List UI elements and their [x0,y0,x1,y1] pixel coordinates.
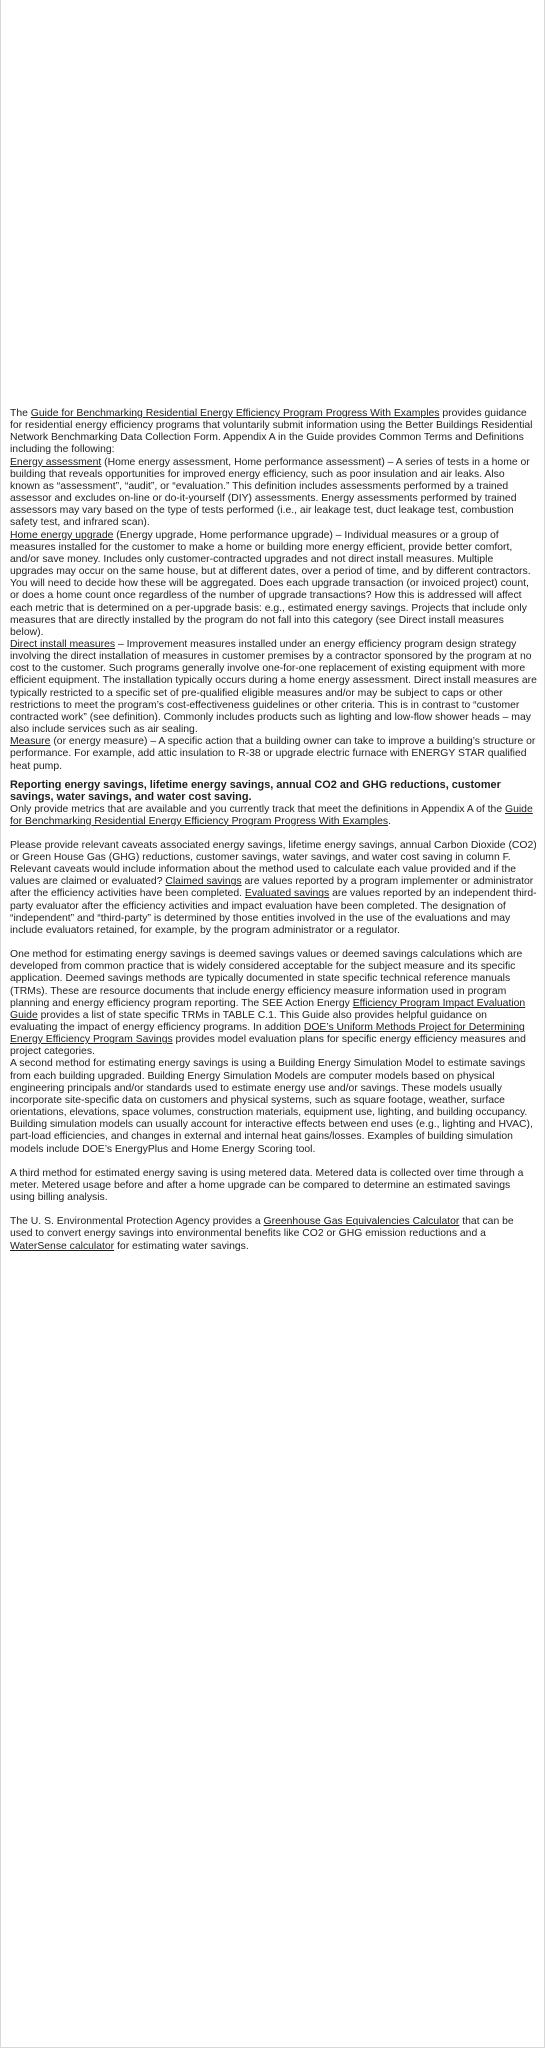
claimed-savings-term: Claimed savings [165,876,242,888]
intro-text: provides guidance for residential energy efficiency programs that voluntarily submit information using the Better Buildings Residential Network Benchmarking Data Collection Form. Appendix A in the Guide provides Common Terms and Definitions including the following: [10,408,533,456]
section-heading: Reporting energy savings, lifetime energy savings, annual CO2 and GHG reductions, customer savings, water savings, and water cost saving. [10,778,501,804]
simulation-model-paragraph: A second method for estimating energy savings is using a Building Energy Simulation Model to estimate savings from each building upgraded. Building Energy Simulation Models are computer models based on physical engineering principals and/or standards used to estimate energy use and/or savings. These models usually incorporate site-specific data on customers and physical systems, such as square footage, weather, surface orientations, elevations, space volumes, construction materials, equipment use, lighting, and building occupancy. Building simulation models can usually account for interactive effects between end uses (e.g., lighting and HVAC), part-load efficiencies, and changes in external and internal heat gains/losses. Examples of building simulation models include DOE’s EnergyPlus and Home Energy Scoring tool. [10,1058,533,1155]
deemed-savings-text: One method for estimating energy savings is deemed savings values or deemed savings calculations which are developed from common practice that is widely considered acceptable for the subject measure and its specific application. Deemed savings methods are typically documented in state specific technical reference manuals (TRMs). These are resource documents that include energy efficiency measure information used in program planning and energy efficiency program reporting. The SEE Action Energy [10,949,523,1009]
guide-link[interactable]: Guide for Benchmarking Residential Energy Efficiency Program Progress With Examples [30,408,440,419]
definition-energy-assessment [10,457,537,530]
intro-paragraph [10,408,537,457]
caveats-text: are values reported by a program implementer or administrator after the efficiency activities have been completed. [10,876,534,900]
epa-text: that can be used to convert energy savings into environmental benefits like CO2 or GHG emission reductions and a [10,1216,514,1240]
metered-data-paragraph: A third method for estimated energy saving is using metered data. Metered data is collected over time through a meter. Metered usage before and after a home upgrade can be compared to determine an estimated savings using billing analysis. [10,1167,524,1204]
definition-text: (Home energy assessment, Home performance assessment) – A series of tests in a home or building that reveals opportunities for improved energy efficiency, such as poor insulation and air leaks. Also known as “assessment”, “audit”, or “evaluation.” This definition includes assessments performed by a trained assessor and excludes on-line or do-it-yourself (DIY) assessments. Energy assessments performed by trained assessors may vary based on the type of tests performed (i.e., air leakage test, duct leakage test, combustion safety test, and infrared scan). [10,456,530,529]
paragraph-gap [10,1204,537,1216]
deemed-savings-text: provides model evaluation plans for specific energy efficiency measures and project categories. [10,1034,526,1058]
definition-text: (or energy measure) – A specific action that a building owner can take to improve a building’s structure or performance. For example, add attic insulation to R-38 or upgrade electric furnace with ENERGY STAR qualified heat pump. [10,736,536,772]
metrics-text: . [388,815,391,827]
definition-home-energy-upgrade [10,530,537,639]
paragraph-gap [10,1156,537,1168]
definition-measure [10,736,537,772]
caveats-text: Please provide relevant caveats associated energy savings, lifetime energy savings, annual Carbon Dioxide (CO2) or Green House Gas (GHG) reductions, customer savings, water savings, and water cost saving in column F. Relevant caveats would include information about the method used to calculate each value provided and if the values are claimed or evaluated? [10,839,537,888]
ghg-equivalencies-calculator-link[interactable]: Greenhouse Gas Equivalencies Calculator [263,1216,460,1228]
epa-calculators-paragraph [10,1216,537,1252]
caveats-text: are values reported by an independent third-party evaluator after the efficiency activities and impact evaluation have been completed. The designation of “independent” and “third-party” is determined by those entities involved in the use of the evaluations and may include evaluators retained, for example, by the program administrator or a regulator. [10,888,537,936]
epa-text: for estimating water savings. [114,1240,249,1252]
definition-term: Home energy upgrade [10,529,114,541]
document-content [10,408,537,1253]
definition-term: Measure [10,736,51,748]
definition-direct-install-measures [10,639,537,736]
watersense-calculator-link[interactable]: WaterSense calculator [10,1240,115,1252]
impact-evaluation-guide-link[interactable]: Efficiency Program Impact Evaluation Guide [10,997,526,1021]
definition-text: – Improvement measures installed under an energy efficiency program design strategy involving the direct installation of measures in customer premises by a contractor sponsored by the program at no cost to the customer. Such programs generally involve one-for-one replacement of existing equipment with more efficient equipment. The installation typically occurs during a home energy assessment. Direct install measures are typically restricted to a specific set of pre-qualified eligible measures and/or may be subject to caps or other restrictions to meet the program’s cost-effectiveness guidelines or other criteria. This is in contrast to “customer contracted work” (see definition). Commonly includes products such as lighting and low-flow shower heads – may also include services such as air sealing. [10,638,537,736]
definition-text: (Energy upgrade, Home performance upgrade) – Individual measures or a group of measures installed for the customer to make a home or building more energy efficient, provide better comfort, and/or save money. Includes only customer-contracted upgrades and not direct install measures. Multiple upgrades may occur on the same house, but at different dates, over a period of time, and by different contractors. You will need to decide how these will be aggregated. Does each upgrade transaction (or invoiced project) count, or does a home count once regardless of the number of upgrade transactions? How this is addressed will affect each metric that is determined on a per-upgrade basis: e.g., estimated energy savings. Projects that include only measures that are directly installed by the program do not fall into this category (see Direct install measures below). [10,529,531,638]
guide-link-appendix[interactable]: Guide for Benchmarking Residential Energy Efficiency Program Progress With Examples [10,803,533,827]
uniform-methods-project-link[interactable]: DOE’s Uniform Methods Project for Determining Energy Efficiency Program Savings [10,1022,525,1046]
deemed-savings-text: provides a list of state specific TRMs in TABLE C.1. This Guide also provides helpful guidance on evaluating the impact of energy efficiency programs. In addition [10,1009,487,1033]
deemed-savings-paragraph [10,949,537,1058]
definition-term: Direct install measures [10,638,116,650]
paragraph-gap [10,828,537,840]
metrics-paragraph [10,804,537,828]
definition-term: Energy assessment [10,456,102,468]
epa-text: The U. S. Environmental Protection Agency provides a [10,1216,264,1228]
intro-text: The [10,408,31,419]
paragraph-gap [10,937,537,949]
caveats-paragraph [10,840,537,937]
evaluated-savings-term: Evaluated savings [244,888,330,900]
metrics-text: Only provide metrics that are available and you currently track that meet the definitions in Appendix A of the [10,803,505,815]
